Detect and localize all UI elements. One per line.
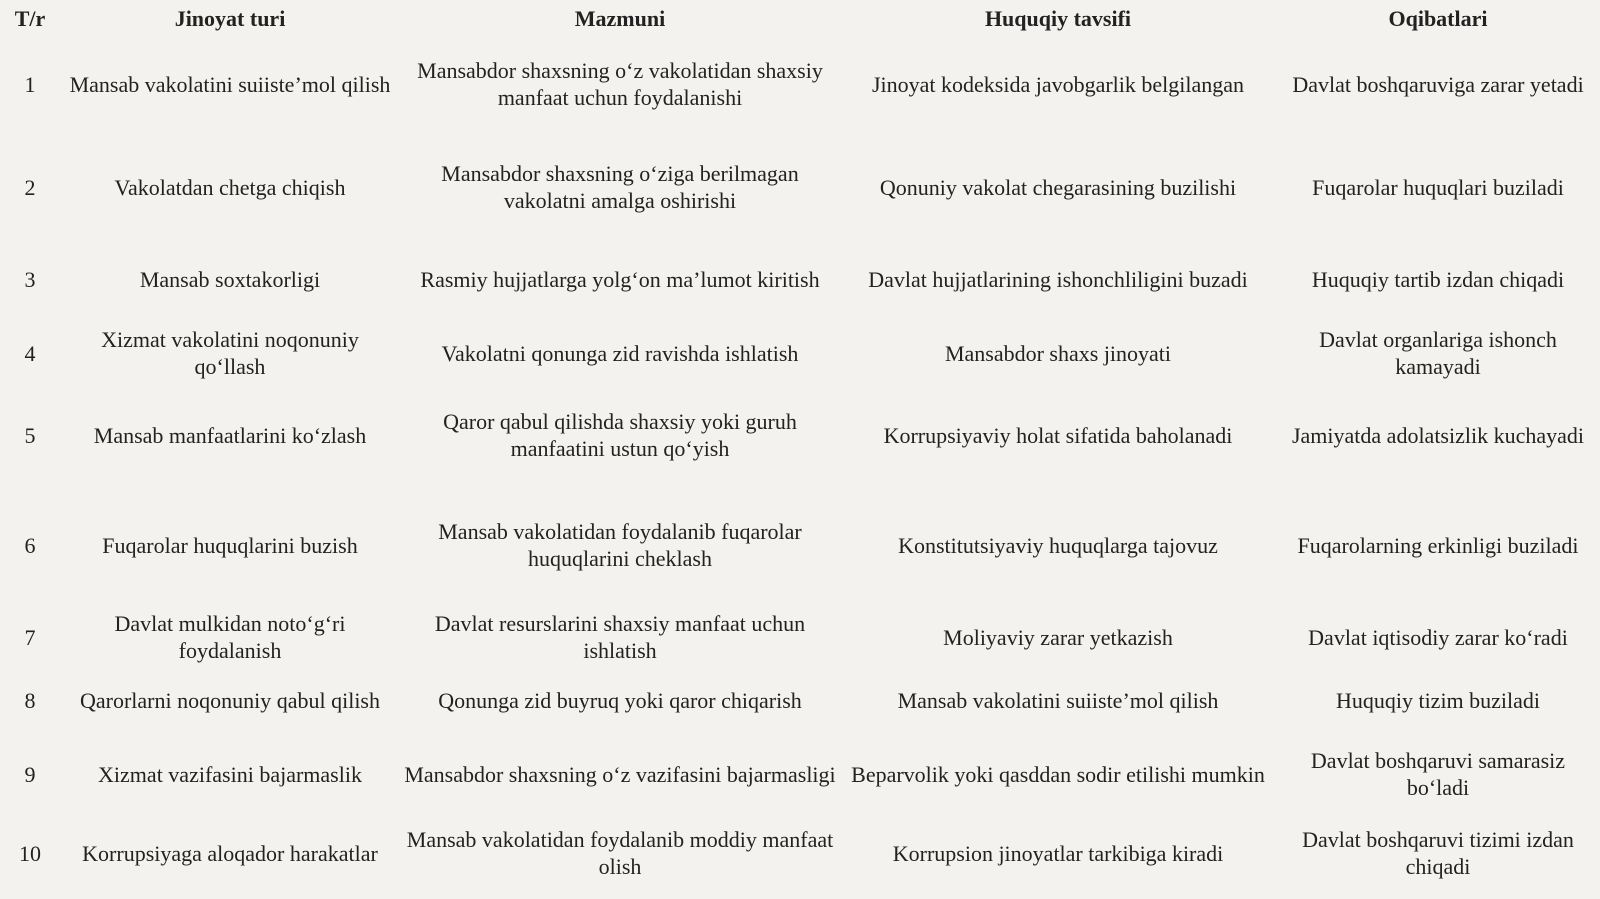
legal-description-cell: Beparvolik yoki qasddan sodir etilishi mumkin — [851, 761, 1265, 787]
header-content: Mazmuni — [574, 5, 666, 31]
content-cell: Davlat resurslarini shaxsiy manfaat uchun ishlatish — [434, 611, 806, 663]
legal-description-cell: Konstitutsiyaviy huquqlarga tajovuz — [898, 532, 1218, 558]
content-cell: Mansabdor shaxsning o‘z vakolatidan shaxsiy manfaat uchun foydalanishi — [417, 58, 823, 110]
consequences-cell: Davlat boshqaruvi tizimi izdan chiqadi — [1302, 827, 1574, 879]
table-row — [0, 736, 1600, 812]
crime-type-cell: Mansab vakolatini suiiste’mol qilish — [69, 71, 391, 97]
row-number: 9 — [24, 761, 36, 787]
content-cell: Mansabdor shaxsning o‘ziga berilmagan vakolatni amalga oshirishi — [441, 161, 799, 213]
row-number: 1 — [24, 71, 36, 97]
consequences-cell: Huquqiy tizim buziladi — [1335, 687, 1541, 713]
consequences-cell: Davlat boshqaruvi samarasiz bo‘ladi — [1310, 748, 1566, 800]
crime-type-cell: Korrupsiyaga aloqador harakatlar — [82, 840, 378, 866]
row-number: 6 — [24, 532, 36, 558]
table-row — [0, 610, 1600, 664]
content-cell: Mansab vakolatidan foydalanib fuqarolar huquqlarini cheklash — [438, 519, 802, 571]
legal-description-cell: Korrupsiyaviy holat sifatida baholanadi — [883, 422, 1233, 448]
table-row — [0, 242, 1600, 316]
legal-description-cell: Davlat hujjatlarining ishonchliligini buzadi — [868, 266, 1248, 292]
consequences-cell: Jamiyatda adolatsizlik kuchayadi — [1291, 422, 1584, 448]
row-number: 2 — [24, 174, 36, 200]
crime-type-cell: Vakolatdan chetga chiqish — [114, 174, 346, 200]
table-row — [0, 664, 1600, 736]
consequences-cell: Davlat boshqaruviga zarar yetadi — [1292, 71, 1584, 97]
header-consequences: Oqibatlari — [1388, 5, 1488, 31]
table-row — [0, 812, 1600, 894]
table-row — [0, 132, 1600, 242]
crime-type-cell: Davlat mulkidan noto‘g‘ri foydalanish — [114, 611, 346, 663]
row-number: 7 — [24, 624, 36, 650]
consequences-cell: Fuqarolarning erkinligi buziladi — [1297, 532, 1579, 558]
table-row — [0, 390, 1600, 480]
table-header-row — [0, 0, 1600, 36]
crime-type-cell: Fuqarolar huquqlarini buzish — [102, 532, 358, 558]
crime-type-cell: Mansab manfaatlarini ko‘zlash — [93, 422, 367, 448]
legal-description-cell: Korrupsion jinoyatlar tarkibiga kiradi — [892, 840, 1224, 866]
legal-description-cell: Mansabdor shaxs jinoyati — [944, 340, 1172, 366]
content-cell: Rasmiy hujjatlarga yolg‘on ma’lumot kiritish — [420, 266, 820, 292]
content-cell: Mansab vakolatidan foydalanib moddiy manfaat olish — [406, 827, 834, 879]
table-row — [0, 316, 1600, 390]
row-number: 5 — [24, 422, 36, 448]
header-legal-description: Huquqiy tavsifi — [984, 5, 1132, 31]
header-number: T/r — [14, 5, 46, 31]
crime-type-cell: Xizmat vazifasini bajarmaslik — [98, 761, 362, 787]
legal-description-cell: Moliyaviy zarar yetkazish — [943, 624, 1173, 650]
consequences-cell: Huquqiy tartib izdan chiqadi — [1311, 266, 1565, 292]
legal-description-cell: Mansab vakolatini suiiste’mol qilish — [897, 687, 1219, 713]
table-row — [0, 36, 1600, 132]
header-crime-type: Jinoyat turi — [174, 5, 286, 31]
row-number: 10 — [19, 840, 41, 866]
legal-description-cell: Qonuniy vakolat chegarasining buzilishi — [879, 174, 1237, 200]
content-cell: Qonunga zid buyruq yoki qaror chiqarish — [438, 687, 802, 713]
content-cell: Qaror qabul qilishda shaxsiy yoki guruh manfaatini ustun qo‘yish — [443, 409, 797, 461]
content-cell: Mansabdor shaxsning o‘z vazifasini bajarmasligi — [404, 761, 836, 787]
crime-type-cell: Xizmat vakolatini noqonuniy qo‘llash — [101, 327, 359, 379]
table-row — [0, 480, 1600, 610]
consequences-cell: Fuqarolar huquqlari buziladi — [1312, 174, 1564, 200]
row-number: 3 — [24, 266, 36, 292]
crime-type-cell: Mansab soxtakorligi — [139, 266, 321, 292]
consequences-cell: Davlat iqtisodiy zarar ko‘radi — [1308, 624, 1568, 650]
row-number: 4 — [24, 340, 36, 366]
crime-type-cell: Qarorlarni noqonuniy qabul qilish — [79, 687, 380, 713]
consequences-cell: Davlat organlariga ishonch kamayadi — [1319, 327, 1557, 379]
content-cell: Vakolatni qonunga zid ravishda ishlatish — [441, 340, 799, 366]
row-number: 8 — [24, 687, 36, 713]
legal-description-cell: Jinoyat kodeksida javobgarlik belgilangan — [871, 71, 1245, 97]
